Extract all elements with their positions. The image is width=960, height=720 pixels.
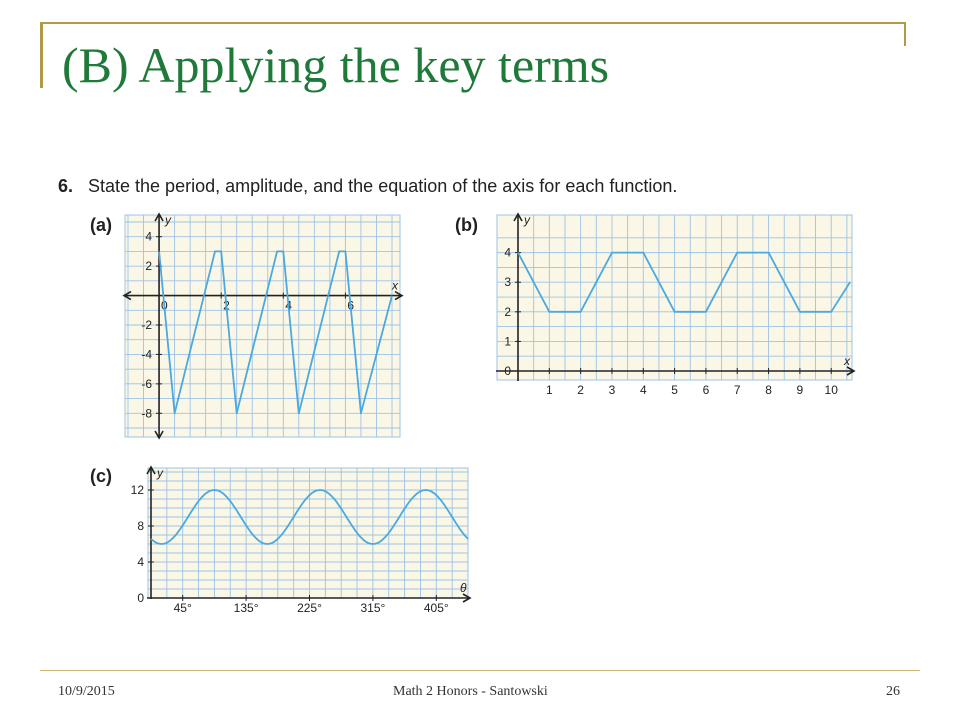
y-axis-label-c: y (157, 466, 163, 480)
x-tick-label-c: 45° (173, 601, 192, 615)
y-tick-label-a: -8 (141, 406, 153, 421)
x-tick-label-c: 315° (360, 601, 386, 615)
graph-c (128, 464, 473, 624)
frame-right-tick (904, 22, 906, 46)
x-axis-label-a: x (392, 278, 398, 293)
footer-date: 10/9/2015 (58, 684, 115, 699)
frame-top-bar (40, 22, 906, 24)
graph-b (492, 210, 862, 400)
x-tick-label-b: 1 (545, 383, 553, 397)
x-tick-label-b: 4 (639, 383, 647, 397)
y-tick-label-c: 12 (130, 483, 144, 497)
y-axis-label-b: y (524, 213, 530, 227)
footer-course: Math 2 Honors - Santowski (393, 684, 548, 699)
x-tick-label-b: 7 (733, 383, 741, 397)
x-tick-label-c: 405° (423, 601, 449, 615)
y-tick-label-a: 4 (145, 229, 153, 244)
x-axis-label-c: θ (460, 581, 467, 595)
y-axis-label-a: y (165, 213, 172, 227)
graph-a (120, 210, 405, 442)
y-tick-label-b: 4 (504, 245, 511, 260)
y-tick-label-c: 0 (137, 591, 144, 605)
y-tick-label-c: 8 (137, 519, 144, 533)
y-tick-label-b: 0 (504, 364, 511, 378)
x-tick-label-c: 225° (297, 601, 322, 615)
x-tick-label-a: 0 (161, 298, 168, 313)
frame-left-bar (40, 22, 43, 88)
y-tick-label-a: -4 (141, 347, 153, 362)
y-tick-label-a: 2 (145, 259, 153, 274)
x-tick-label-a: 4 (285, 298, 292, 313)
x-axis-label-b: x (844, 354, 850, 368)
x-tick-label-a: 2 (223, 298, 230, 313)
x-tick-label-b: 6 (702, 383, 710, 397)
x-tick-label-b: 10 (824, 383, 838, 397)
y-tick-label-b: 3 (504, 275, 511, 290)
y-tick-label-b: 1 (504, 334, 511, 349)
y-tick-label-b: 2 (504, 304, 511, 319)
x-tick-label-a: 6 (347, 298, 355, 313)
part-label-b: (b) (455, 215, 478, 235)
question-number: 6. (58, 176, 74, 196)
x-tick-label-b: 9 (796, 383, 804, 397)
x-tick-label-b: 8 (765, 383, 772, 397)
footer-rule (40, 670, 920, 671)
footer-page-number: 26 (886, 684, 900, 699)
question-text: State the period, amplitude, and the equation of the axis for each function. (88, 176, 678, 196)
part-label-a: (a) (90, 215, 112, 235)
x-tick-label-b: 2 (577, 383, 584, 397)
slide-title: (B) Applying the key terms (62, 37, 610, 93)
x-tick-label-c: 135° (233, 601, 259, 615)
part-label-c: (c) (90, 466, 112, 486)
x-tick-label-b: 3 (608, 383, 616, 397)
y-tick-label-c: 4 (137, 555, 144, 569)
x-tick-label-b: 5 (671, 383, 678, 397)
y-tick-label-a: -6 (141, 376, 153, 391)
y-tick-label-a: -2 (141, 318, 153, 332)
